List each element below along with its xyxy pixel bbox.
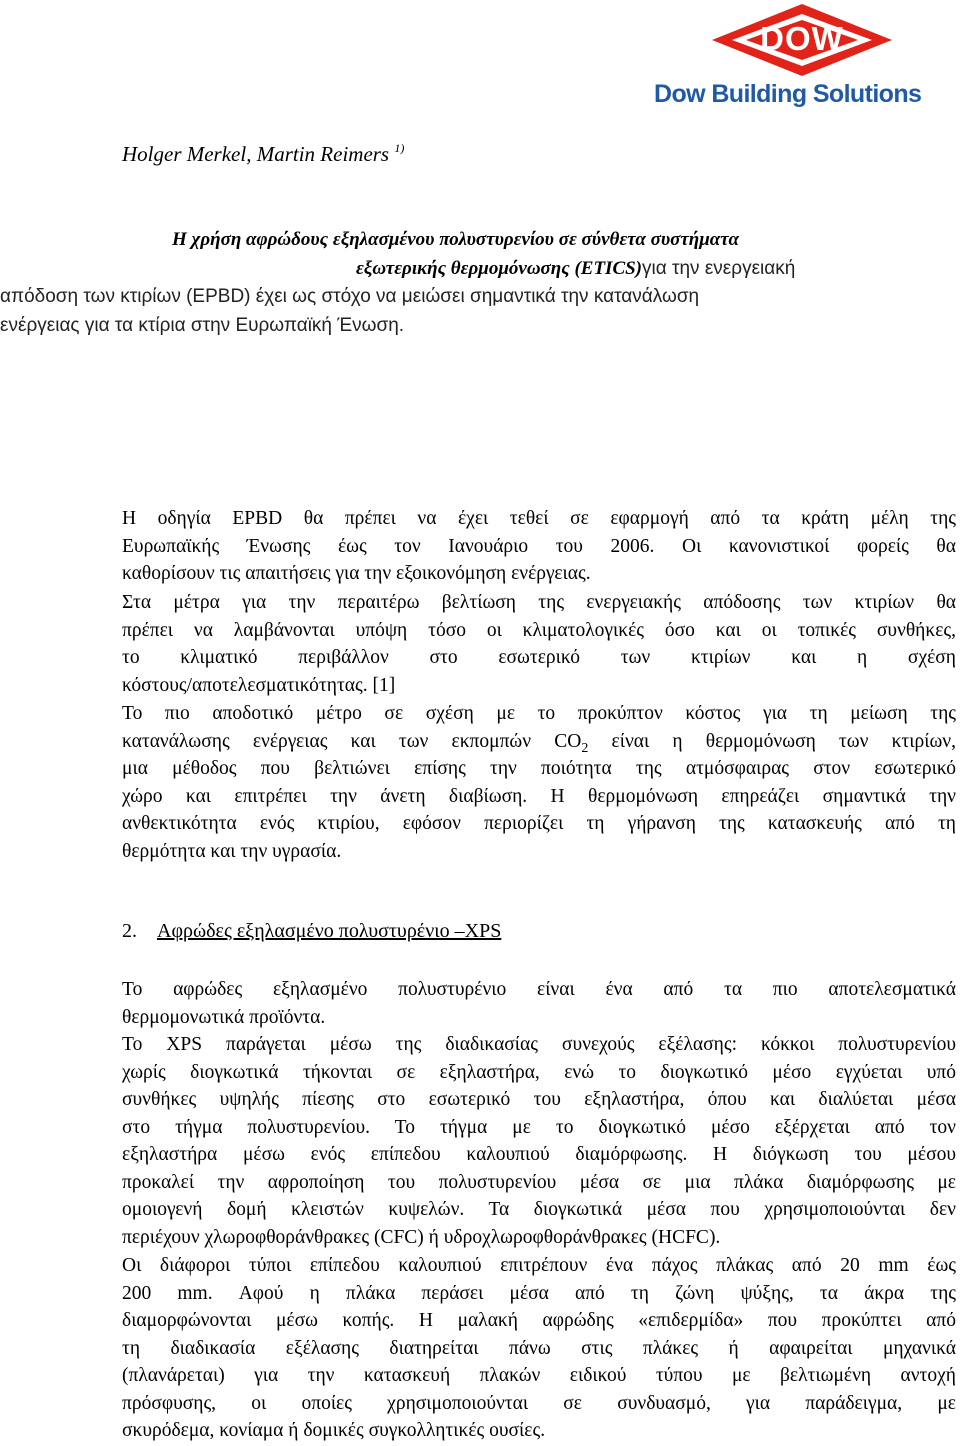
text-line: το κλιματικό περιβάλλον στο εσωτερικό των κτιρίων και η σχέση: [122, 647, 956, 668]
text-line: περιέχουν χλωροφθοράνθρακες (CFC) ή υδροχλωροφθοράνθρακες (HCFC).: [122, 1226, 721, 1248]
text-line: τη διαδικασία εξέλασης διατηρείται πάνω στις πλάκες ή αφαιρείται μηχανικά: [122, 1337, 956, 1359]
text-line: διαμορφώνονται μέσω κοπής. Η μαλακή αφρώδης «επιδερμίδα» που προκύπτει από: [122, 1310, 956, 1331]
dow-logo: [652, 0, 960, 118]
paragraph-measures: [122, 589, 956, 699]
overlap-text-line-3: ενέργειας για τα κτίρια στην Ευρωπαϊκή Ένωση.: [0, 315, 405, 336]
title-line-1: Η χρήση αφρώδους εξηλασμένου πολυστυρενίου σε σύνθετα συστήματα: [172, 229, 739, 250]
text-line: Η οδηγία EPBD θα πρέπει να έχει τεθεί σε εφαρμογή από τα κράτη μέλη της: [122, 508, 956, 529]
text-co2-after: είναι η θερμομόνωση των κτιρίων,: [588, 730, 956, 752]
overlap-text-line-1: για την ενεργειακή: [642, 258, 796, 279]
text-line: θερμομονωτικά προϊόντα.: [122, 1006, 326, 1028]
authors-names: Holger Merkel, Martin Reimers: [122, 142, 390, 166]
overlap-text-line-2: απόδοση των κτιρίων (EPBD) έχει ως στόχο να μειώσει σημαντικά την κατανάλωση: [0, 286, 700, 307]
text-co2-before: κατανάλωσης ενέργειας και των εκπομπών CO: [122, 730, 582, 752]
text-line: πρόσφυσης, οι οποίες χρησιμοποιούνται σε συνδυασμό, για παράδειγμα, με: [122, 1392, 956, 1414]
paragraph-xps-intro: [122, 976, 956, 1031]
text-line: Στα μέτρα για την περαιτέρω βελτίωση της ενεργειακής απόδοσης των κτιρίων θα: [122, 592, 956, 613]
paragraph-epbd-deadline: [122, 505, 956, 588]
text-line: πρέπει να λαμβάνονται υπόψη τόσο οι κλιματολογικές όσο και οι τοπικές συνθήκες,: [122, 619, 956, 641]
text-line: κόστους/αποτελεσματικότητας. [1]: [122, 674, 396, 696]
text-line: εξηλαστήρα μέσω ενός επίπεδου καλουπιού διαμόρφωσης. Η διόγκωση του μέσου: [122, 1144, 956, 1165]
text-line: σκυρόδεμα, κονίαμα ή δομικές συγκολλητικές ουσίες.: [122, 1420, 546, 1441]
text-line: ανθεκτικότητα ενός κτιρίου, εφόσον περιορίζει τη γήρανση της κατασκευής από τη: [122, 813, 956, 834]
logo-brand: DOW: [760, 20, 844, 57]
text-line: μια μέθοδος που βελτιώνει επίσης την ποιότητα της ατμόσφαιρας στον εσωτερικό: [122, 758, 956, 779]
text-co2-subscript: 2: [581, 740, 589, 756]
text-line: Το πιο αποδοτικό μέτρο σε σχέση με το προκύπτον κόστος για τη μείωση της: [122, 703, 956, 724]
text-line: (πλανάρεται) για την κατασκευή πλακών ειδικού τύπου με βελτιωμένη αντοχή: [122, 1365, 956, 1386]
text-line: ομοιογενή δομή κλειστών κυψελών. Τα διογκωτικά μέσα που χρησιμοποιούνται δεν: [122, 1199, 956, 1220]
text-line: συνθήκες υψηλής πίεσης στο εσωτερικό του εξηλαστήρα, όπου και διαλύεται μέσα: [122, 1089, 956, 1110]
authors: [122, 141, 404, 167]
text-line: καθορίσουν τις απαιτήσεις για την εξοικονόμηση ενέργειας.: [122, 563, 591, 584]
text-line: χωρίς διογκωτικά τήκονται σε εξηλαστήρα, ενώ το διογκωτικό μέσο εγχύεται υπό: [122, 1061, 956, 1083]
text-line: Οι διάφοροι τύποι επίπεδου καλουπιού επιτρέπουν ένα πάχος πλάκας από 20 mm έως: [122, 1255, 956, 1276]
text-line-co2: [122, 728, 956, 756]
text-line: Το XPS παράγεται μέσω της διαδικασίας συνεχούς εξέλασης: κόκκοι πολυστυρενίου: [122, 1034, 956, 1055]
text-line: 200 mm. Αφού η πλάκα περάσει μέσα από τη ζώνη ψύξης, τα άκρα της: [122, 1282, 956, 1304]
text-line: Ευρωπαϊκής Ένωσης έως τον Ιανουάριο του 2006. Οι κανονιστικοί φορείς θα: [122, 535, 956, 557]
section-title: Αφρώδες εξηλασμένο πολυστυρένιο –XPS: [157, 920, 502, 942]
text-line: χώρο και επιτρέπει την άνετη διαβίωση. Η θερμομόνωση επηρεάζει σημαντικά την: [122, 785, 956, 807]
authors-footnote-mark: 1): [394, 141, 405, 155]
paragraph-xps-production: [122, 1031, 956, 1251]
title-line-2: εξωτερικής θερμομόνωσης (ETICS): [356, 258, 643, 279]
text-line: Το αφρώδες εξηλασμένο πολυστυρένιο είναι ένα από τα πιο αποτελεσματικά: [122, 979, 956, 1000]
text-line: στο τήγμα πολυστυρενίου. Το τήγμα με το διογκωτικό μέσο εξέρχεται από τον: [122, 1116, 956, 1138]
logo-tagline: Dow Building Solutions: [654, 80, 922, 108]
text-line: θερμότητα και την υγρασία.: [122, 840, 342, 862]
paragraph-insulation: [122, 700, 956, 865]
section-heading: [122, 920, 501, 943]
paragraph-board-thickness: [122, 1252, 956, 1445]
section-number: 2.: [122, 920, 137, 942]
text-line: προκαλεί την αφροποίηση του πολυστυρενίου μέσα σε μια πλάκα διαμόρφωσης με: [122, 1171, 956, 1193]
